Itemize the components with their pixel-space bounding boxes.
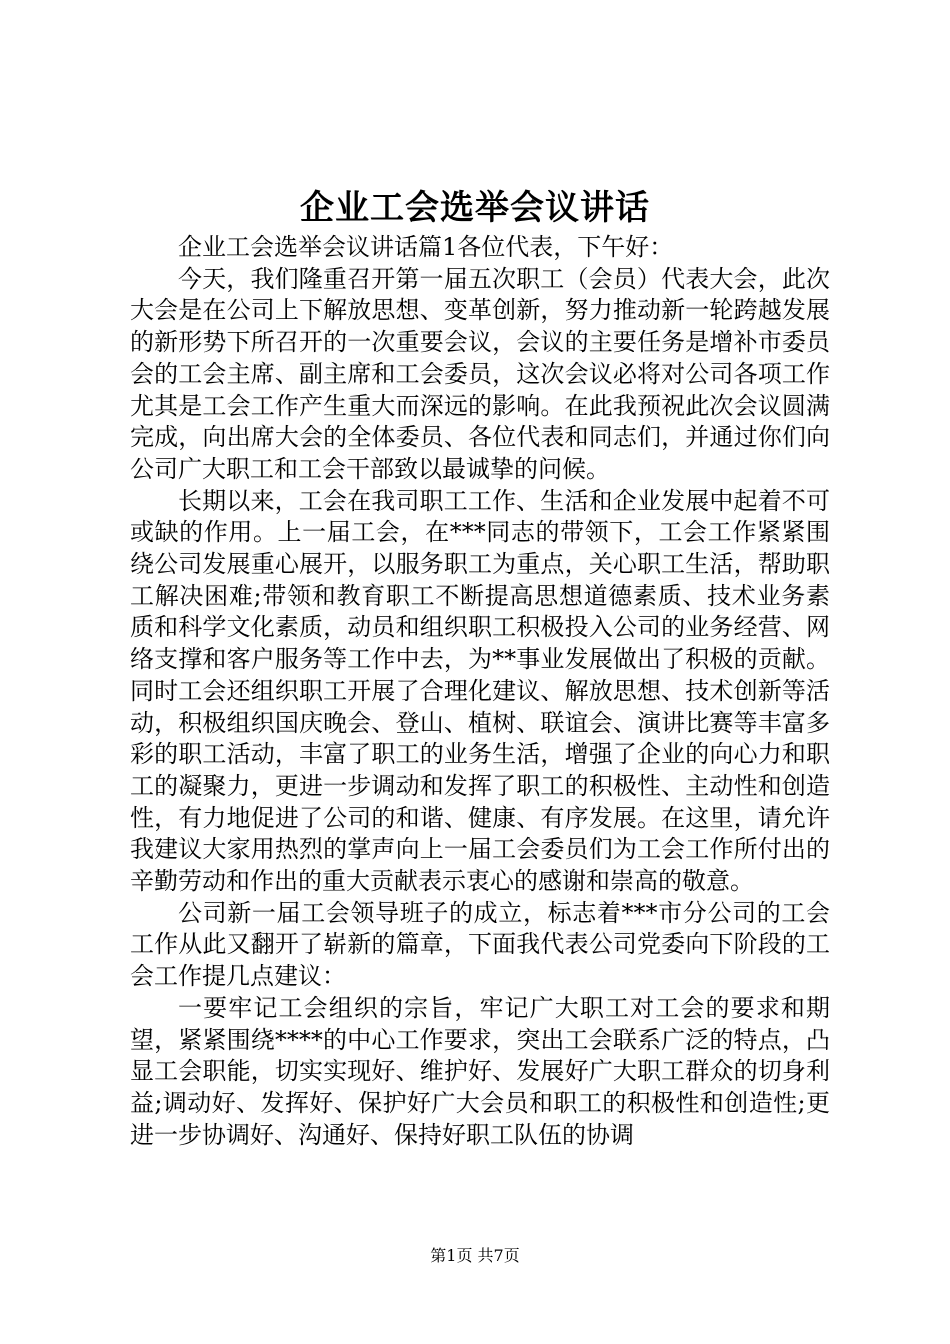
paragraph-4: 一要牢记工会组织的宗旨，牢记广大职工对工会的要求和期望，紧紧围绕****的中心工作要求，突出工会联系广泛的特点，凸显工会职能，切实实现好、维护好、发展好广大职工群众的切身利益;调动好、发挥好、保护好广大会员和职工的积极性和创造性;更进一步协调好、沟通好、保持好职工队伍的协调: [130, 993, 830, 1149]
paragraph-opening: 企业工会选举会议讲话篇1各位代表，下午好：: [178, 233, 674, 261]
paragraph-2: 长期以来，工会在我司职工工作、生活和企业发展中起着不可或缺的作用。上一届工会，在***同志的带领下，工会工作紧紧围绕公司发展重心展开，以服务职工为重点，关心职工生活，帮助职工解决困难;带领和教育职工不断提高思想道德素质、技术业务素质和科学文化素质，动员和组织职工积极投入公司的业务经营、网络支撑和客户服务等工作中去，为**事业发展做出了积极的贡献。同时工会还组织职工开展了合理化建议、解放思想、技术创新等活动，积极组织国庆晚会、登山、植树、联谊会、演讲比赛等丰富多彩的职工活动，丰富了职工的业务生活，增强了企业的向心力和职工的凝聚力，更进一步调动和发挥了职工的积极性、主动性和创造性，有力地促进了公司的和谐、健康、有序发展。在这里，请允许我建议大家用热烈的掌声向上一届工会委员们为工会工作所付出的辛勤劳动和作出的重大贡献表示衷心的感谢和崇高的敬意。: [130, 486, 830, 896]
document-title: 企业工会选举会议讲话: [300, 188, 650, 228]
paragraph-1: 今天，我们隆重召开第一届五次职工（会员）代表大会，此次大会是在公司上下解放思想、变革创新，努力推动新一轮跨越发展的新形势下所召开的一次重要会议，会议的主要任务是增补市委员会的工会主席、副主席和工会委员，这次会议必将对公司各项工作尤其是工会工作产生重大而深远的影响。在此我预祝此次会议圆满完成，向出席大会的全体委员、各位代表和同志们，并通过你们向公司广大职工和工会干部致以最诚挚的问候。: [130, 264, 830, 483]
page-number-footer: 第1页 共7页: [430, 1246, 520, 1265]
document-body: [130, 232, 830, 1151]
paragraph-3: 公司新一届工会领导班子的成立，标志着***市分公司的工会工作从此又翻开了崭新的篇章，下面我代表公司党委向下阶段的工会工作提几点建议：: [130, 898, 830, 991]
